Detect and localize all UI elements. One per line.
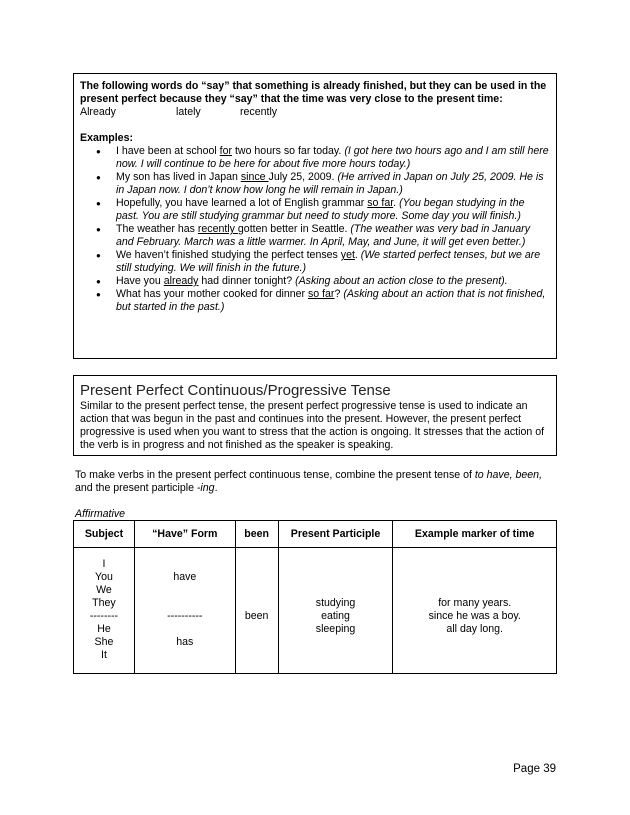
subject-line: --------	[89, 610, 119, 622]
have-form-cell	[134, 548, 235, 674]
example-item: ● We haven’t finished studying the perfect tenses yet. (We started perfect tenses, but we are still studying. We will finish in the future.)	[116, 249, 550, 275]
example-item: ● The weather has recently gotten better in Seattle. (The weather was very bad in January and February. March was a little warmer. In April, May, and June, it will get even better.)	[116, 223, 550, 249]
have-form-line	[135, 584, 235, 597]
words-row	[80, 106, 550, 119]
words-intro: The following words do “say” that something is already finished, but they can be used in the present perfect because they “say” that the time was very close to the present time:	[80, 80, 547, 105]
tense-definition-box	[73, 375, 557, 456]
participle-line: sleeping	[315, 623, 356, 635]
header-have-form: “Have” Form	[134, 521, 235, 548]
participle-line	[279, 649, 393, 662]
marker-line: since he was a boy.	[428, 610, 521, 622]
marker-line	[393, 584, 556, 597]
example-item: ● What has your mother cooked for dinner so far? (Asking about an action that is not finished, but started in the past.)	[116, 288, 550, 314]
been-line	[236, 597, 278, 610]
participle-line	[279, 636, 393, 649]
marker-line	[393, 558, 556, 571]
been-line	[236, 636, 278, 649]
example-item: ● Have you already had dinner tonight? (Asking about an action close to the present).	[116, 275, 550, 288]
example-item: ● My son has lived in Japan since July 25, 2009. (He arrived in Japan on July 25, 2009. He is in Japan now. I don’t know how long he will remain in Japan.)	[116, 171, 550, 197]
participle-cell	[278, 548, 393, 674]
have-form-line	[135, 558, 235, 571]
have-form-line: have	[173, 571, 197, 583]
example-item: ● I have been at school for two hours so far today. (I got here two hours ago and I am still here now. I will continue to be here for about five more hours today.)	[116, 145, 550, 171]
participle-line	[279, 584, 393, 597]
marker-cell	[393, 548, 557, 674]
formation-instructions: To make verbs in the present perfect continuous tense, combine the present tense of to have, been, and the present participle -ing.	[75, 469, 543, 494]
participle-line	[279, 558, 393, 571]
word-lately: lately	[176, 106, 201, 118]
been-line	[236, 584, 278, 597]
marker-line	[393, 649, 556, 662]
been-line	[236, 649, 278, 662]
been-line	[236, 558, 278, 571]
marker-line: all day long.	[446, 623, 503, 635]
marker-line	[393, 571, 556, 584]
been-line	[236, 571, 278, 584]
marker-line	[393, 636, 556, 649]
header-participle: Present Participle	[278, 521, 393, 548]
header-marker: Example marker of time	[393, 521, 557, 548]
words-box	[73, 73, 557, 359]
page-number: Page 39	[513, 763, 556, 775]
marker-line: for many years.	[438, 597, 512, 609]
have-form-line	[135, 623, 235, 636]
section-heading: Present Perfect Continuous/Progressive Tense	[80, 382, 391, 399]
subject-line: You	[95, 571, 113, 583]
header-subject: Subject	[74, 521, 135, 548]
examples-list	[80, 145, 550, 314]
been-line: been	[244, 610, 269, 622]
have-form-line	[135, 597, 235, 610]
have-form-line	[135, 649, 235, 662]
participle-line: eating	[321, 610, 350, 622]
subject-line: She	[94, 636, 114, 648]
affirmative-label: Affirmative	[75, 508, 126, 520]
subject-line: It	[101, 649, 107, 661]
subject-line: He	[97, 623, 111, 635]
subject-line: They	[92, 597, 116, 609]
section-body: Similar to the present perfect tense, the present perfect progressive tense is used to indicate an action that was begun in the past and continues into the present. However, the present perfect progressive is used when you want to stress that the action is ongoing. It stresses that the action of the verb is in progress and not finished as the speaker is speaking.	[80, 400, 545, 451]
word-recently: recently	[240, 106, 278, 118]
been-line	[236, 623, 278, 636]
have-form-line: ----------	[167, 610, 203, 622]
been-cell	[235, 548, 278, 674]
subject-line: I	[102, 558, 106, 570]
examples-title: Examples:	[80, 132, 133, 144]
table-header-row	[74, 521, 557, 548]
header-been: been	[235, 521, 278, 548]
table-row	[74, 548, 557, 674]
word-already: Already	[80, 106, 116, 118]
subject-cell	[74, 548, 135, 674]
conjugation-table	[73, 520, 557, 674]
participle-line: studying	[315, 597, 356, 609]
example-item: ● Hopefully, you have learned a lot of English grammar so far. (You began studying in the past. You are still studying grammar but need to study more. Some day you will finish.)	[116, 197, 550, 223]
have-form-line: has	[176, 636, 194, 648]
subject-line: We	[96, 584, 112, 596]
participle-line	[279, 571, 393, 584]
